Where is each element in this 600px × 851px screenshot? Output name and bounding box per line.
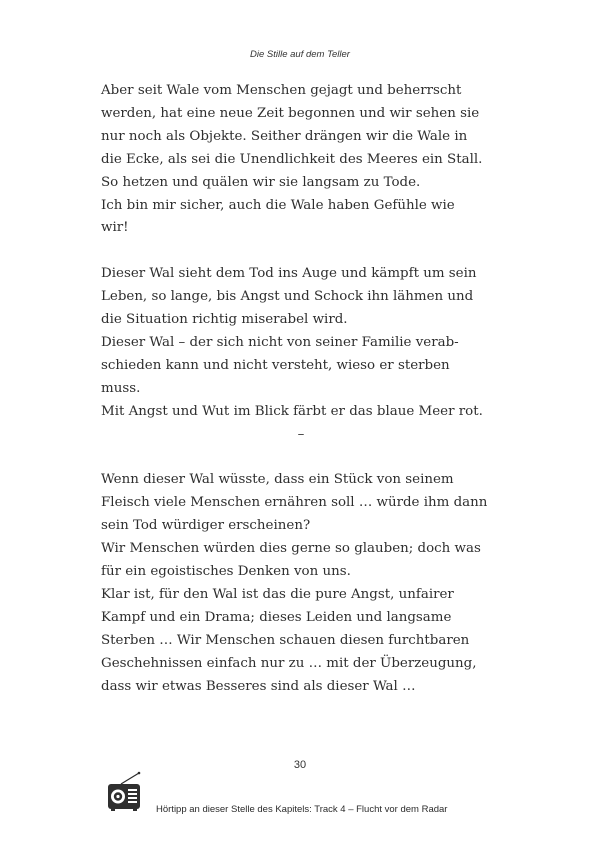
section-separator: – xyxy=(297,426,305,442)
text-line: Fleisch viele Menschen ernähren soll … würde ihm dann xyxy=(101,495,488,511)
text-line: Wenn dieser Wal wüsste, dass ein Stück von seinem xyxy=(101,472,454,488)
text-line: werden, hat eine neue Zeit begonnen und wir sehen sie xyxy=(101,105,480,121)
text-line: die Situation richtig miserabel wird. xyxy=(101,312,348,328)
paragraph-gap xyxy=(101,240,511,263)
text-line: für ein egoistisches Denken von uns. xyxy=(101,564,351,579)
text-line: nur noch als Objekte. Seither drängen wir die Wale in xyxy=(101,128,468,144)
text-line: Wir Menschen würden dies gerne so glauben; doch was xyxy=(101,541,481,557)
text-line: Klar ist, für den Wal ist das die pure Angst, unfairer xyxy=(101,586,454,602)
paragraph-2 xyxy=(101,263,511,423)
page-number: 30 xyxy=(293,759,307,771)
text-line: Ich bin mir sicher, auch die Wale haben Gefühle wie xyxy=(101,197,455,213)
body-text xyxy=(101,80,511,698)
text-line: Leben, so lange, bis Angst und Schock ihn lähmen und xyxy=(101,289,474,305)
paragraph-gap xyxy=(101,446,511,469)
text-line: die Ecke, als sei die Unendlichkeit des Meeres ein Stall. xyxy=(101,151,483,167)
text-line: Mit Angst und Wut im Blick färbt er das blaue Meer rot. xyxy=(101,403,483,419)
text-line: sein Tod würdiger erscheinen? xyxy=(101,518,311,534)
paragraph-1 xyxy=(101,80,511,240)
text-line: Dieser Wal – der sich nicht von seiner Familie verab- xyxy=(101,334,459,350)
text-line: muss. xyxy=(101,380,141,396)
text-line: Aber seit Wale vom Menschen gejagt und beherrscht xyxy=(101,83,462,98)
paragraph-3 xyxy=(101,469,511,698)
text-line: Sterben … Wir Menschen schauen diesen furchtbaren xyxy=(101,632,470,648)
text-line: Kampf und ein Drama; dieses Leiden und langsame xyxy=(101,609,452,625)
text-line: wir! xyxy=(101,220,129,236)
text-line: dass wir etwas Besseres sind als dieser Wal … xyxy=(101,678,416,694)
text-line: Geschehnissen einfach nur zu … mit der Überzeugung, xyxy=(101,655,477,671)
radio-icon xyxy=(105,770,149,814)
text-line: Dieser Wal sieht dem Tod ins Auge und kämpft um sein xyxy=(101,266,477,282)
text-line: So hetzen und quälen wir sie langsam zu Tode. xyxy=(101,174,421,190)
running-head: Die Stille auf dem Teller xyxy=(250,49,350,60)
audio-tip-note: Hörtipp an dieser Stelle des Kapitels: Track 4 – Flucht vor dem Radar xyxy=(156,804,448,815)
text-line: schieden kann und nicht versteht, wieso er sterben xyxy=(101,357,450,373)
